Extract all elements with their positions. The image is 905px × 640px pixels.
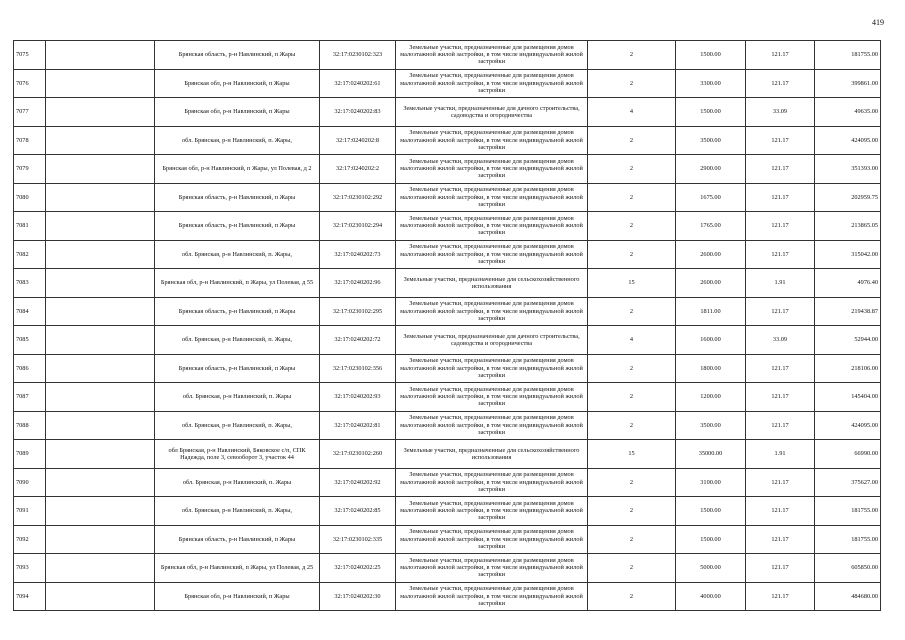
cell-cadastral-number: 32:17:0230102:294 — [320, 212, 396, 241]
cell-address: обл. Брянская, р-н Навлинский, п. Жары, — [155, 497, 320, 526]
cell-empty — [46, 440, 155, 469]
cell-specific-value: 121.17 — [746, 297, 815, 326]
table-row — [14, 297, 881, 326]
cell-record-number: 7094 — [14, 582, 46, 611]
cell-record-number: 7077 — [14, 98, 46, 127]
table-row — [14, 41, 881, 70]
cell-empty — [46, 554, 155, 583]
cell-area: 3500.00 — [676, 126, 746, 155]
cell-land-use: Земельные участки, предназначенные для размещения домов малоэтажной жилой застройки, в том числе индивидуальной жилой застройки — [396, 183, 588, 212]
cell-empty — [46, 41, 155, 70]
cell-empty — [46, 297, 155, 326]
cell-empty — [46, 98, 155, 127]
cell-land-use: Земельные участки, предназначенные для сельскохозяйственного использования — [396, 440, 588, 469]
cell-record-number: 7089 — [14, 440, 46, 469]
cell-land-use: Земельные участки, предназначенные для размещения домов малоэтажной жилой застройки, в том числе индивидуальной жилой застройки — [396, 554, 588, 583]
cell-empty — [46, 354, 155, 383]
table-row — [14, 440, 881, 469]
cell-record-number: 7082 — [14, 240, 46, 269]
cell-area: 1675.00 — [676, 183, 746, 212]
cell-group: 2 — [588, 525, 676, 554]
cell-record-number: 7086 — [14, 354, 46, 383]
table-row — [14, 183, 881, 212]
cell-record-number: 7079 — [14, 155, 46, 184]
cell-group: 2 — [588, 297, 676, 326]
cell-land-use: Земельные участки, предназначенные для размещения домов малоэтажной жилой застройки, в том числе индивидуальной жилой застройки — [396, 297, 588, 326]
cell-address: обл. Брянская, р-н Навлинский, п. Жары, — [155, 126, 320, 155]
cell-specific-value: 121.17 — [746, 212, 815, 241]
table-row — [14, 126, 881, 155]
cell-group: 2 — [588, 69, 676, 98]
cell-group: 15 — [588, 269, 676, 298]
cell-empty — [46, 383, 155, 412]
table-row — [14, 354, 881, 383]
cell-cadastral-number: 32:17:0240202:8 — [320, 126, 396, 155]
cell-record-number: 7076 — [14, 69, 46, 98]
cell-area: 2900.00 — [676, 155, 746, 184]
table-row — [14, 269, 881, 298]
cell-group: 2 — [588, 411, 676, 440]
cell-specific-value: 33.09 — [746, 98, 815, 127]
cell-cadastral-value: 219438.87 — [815, 297, 881, 326]
cell-area: 2600.00 — [676, 269, 746, 298]
cell-empty — [46, 411, 155, 440]
cell-address: Брянская область, р-н Навлинский, п Жары — [155, 212, 320, 241]
table-row — [14, 411, 881, 440]
cell-specific-value: 121.17 — [746, 525, 815, 554]
cell-cadastral-number: 32:17:0230102:323 — [320, 41, 396, 70]
cell-group: 2 — [588, 354, 676, 383]
cell-record-number: 7088 — [14, 411, 46, 440]
cell-group: 15 — [588, 440, 676, 469]
cell-empty — [46, 126, 155, 155]
cell-cadastral-value: 484680.00 — [815, 582, 881, 611]
table-row — [14, 240, 881, 269]
cell-land-use: Земельные участки, предназначенные для дачного строительства, садоводства и огородничества — [396, 98, 588, 127]
cell-record-number: 7081 — [14, 212, 46, 241]
land-plots-table — [13, 40, 881, 611]
cell-group: 2 — [588, 183, 676, 212]
cell-specific-value: 121.17 — [746, 354, 815, 383]
cell-specific-value: 121.17 — [746, 183, 815, 212]
cell-empty — [46, 269, 155, 298]
cell-address: Брянская обл, р-н Навлинский, п Жары — [155, 582, 320, 611]
cell-group: 2 — [588, 554, 676, 583]
cell-area: 4000.00 — [676, 582, 746, 611]
cell-area: 1200.00 — [676, 383, 746, 412]
cell-cadastral-number: 32:17:0230102:356 — [320, 354, 396, 383]
cell-land-use: Земельные участки, предназначенные для сельскохозяйственного использования — [396, 269, 588, 298]
cell-empty — [46, 69, 155, 98]
cell-area: 2600.00 — [676, 240, 746, 269]
cell-cadastral-number: 32:17:0240202:81 — [320, 411, 396, 440]
cell-group: 2 — [588, 582, 676, 611]
cell-group: 2 — [588, 383, 676, 412]
table-row — [14, 98, 881, 127]
cell-area: 35000.00 — [676, 440, 746, 469]
cell-address: обл. Брянская, р-н Навлинский, п. Жары — [155, 468, 320, 497]
table-row — [14, 212, 881, 241]
cell-group: 4 — [588, 326, 676, 355]
cell-land-use: Земельные участки, предназначенные для размещения домов малоэтажной жилой застройки, в том числе индивидуальной жилой застройки — [396, 383, 588, 412]
table-row — [14, 326, 881, 355]
cell-record-number: 7091 — [14, 497, 46, 526]
cell-address: обл. Брянская, р-н Навлинский, п. Жары, — [155, 240, 320, 269]
table-row — [14, 468, 881, 497]
cell-cadastral-value: 202959.75 — [815, 183, 881, 212]
table-row — [14, 497, 881, 526]
cell-cadastral-value: 66990.00 — [815, 440, 881, 469]
cell-record-number: 7083 — [14, 269, 46, 298]
cell-cadastral-number: 32:17:0240202:72 — [320, 326, 396, 355]
cell-land-use: Земельные участки, предназначенные для размещения домов малоэтажной жилой застройки, в том числе индивидуальной жилой застройки — [396, 582, 588, 611]
cell-cadastral-value: 375627.00 — [815, 468, 881, 497]
cell-address: обл. Брянская, р-н Навлинский, п. Жары, — [155, 326, 320, 355]
cell-cadastral-value: 315042.00 — [815, 240, 881, 269]
cell-specific-value: 121.17 — [746, 554, 815, 583]
cell-area: 1500.00 — [676, 98, 746, 127]
cell-cadastral-value: 399861.00 — [815, 69, 881, 98]
cell-cadastral-number: 32:17:0230102:335 — [320, 525, 396, 554]
cell-specific-value: 121.17 — [746, 411, 815, 440]
cell-land-use: Земельные участки, предназначенные для размещения домов малоэтажной жилой застройки, в том числе индивидуальной жилой застройки — [396, 212, 588, 241]
cell-record-number: 7085 — [14, 326, 46, 355]
cell-address: Брянская обл, р-н Навлинский, п Жары — [155, 98, 320, 127]
cell-group: 2 — [588, 497, 676, 526]
cell-land-use: Земельные участки, предназначенные для размещения домов малоэтажной жилой застройки, в том числе индивидуальной жилой застройки — [396, 525, 588, 554]
cell-empty — [46, 183, 155, 212]
cell-group: 2 — [588, 212, 676, 241]
cell-specific-value: 1.91 — [746, 269, 815, 298]
cell-land-use: Земельные участки, предназначенные для размещения домов малоэтажной жилой застройки, в том числе индивидуальной жилой застройки — [396, 354, 588, 383]
cell-specific-value: 121.17 — [746, 69, 815, 98]
cell-specific-value: 121.17 — [746, 383, 815, 412]
cell-record-number: 7092 — [14, 525, 46, 554]
cell-specific-value: 33.09 — [746, 326, 815, 355]
cell-address: Брянская обл, р-н Навлинский, п Жары, ул Полевая, д 2 — [155, 155, 320, 184]
cell-address: обл Брянская, р-н Навлинский, Бяковское с/п, СПК Надежда, поле 3, севооборот 3, участок 44 — [155, 440, 320, 469]
cell-area: 5000.00 — [676, 554, 746, 583]
cell-land-use: Земельные участки, предназначенные для размещения домов малоэтажной жилой застройки, в том числе индивидуальной жилой застройки — [396, 69, 588, 98]
cell-empty — [46, 525, 155, 554]
cell-empty — [46, 326, 155, 355]
cell-specific-value: 121.17 — [746, 41, 815, 70]
cell-record-number: 7093 — [14, 554, 46, 583]
cell-area: 1600.00 — [676, 326, 746, 355]
cell-cadastral-number: 32:17:0240202:73 — [320, 240, 396, 269]
cell-cadastral-value: 181755.00 — [815, 497, 881, 526]
cell-empty — [46, 582, 155, 611]
cell-specific-value: 121.17 — [746, 126, 815, 155]
table-row — [14, 69, 881, 98]
table-row — [14, 383, 881, 412]
cell-record-number: 7087 — [14, 383, 46, 412]
cell-record-number: 7078 — [14, 126, 46, 155]
cell-land-use: Земельные участки, предназначенные для размещения домов малоэтажной жилой застройки, в том числе индивидуальной жилой застройки — [396, 41, 588, 70]
cell-specific-value: 121.17 — [746, 497, 815, 526]
table-row — [14, 155, 881, 184]
cell-cadastral-value: 351393.00 — [815, 155, 881, 184]
cell-land-use: Земельные участки, предназначенные для дачного строительства, садоводства и огородничества — [396, 326, 588, 355]
cell-specific-value: 121.17 — [746, 155, 815, 184]
table-body — [14, 41, 881, 611]
table-row — [14, 525, 881, 554]
cell-cadastral-number: 32:17:0230102:295 — [320, 297, 396, 326]
cell-cadastral-value: 424095.00 — [815, 126, 881, 155]
cell-cadastral-value: 213865.05 — [815, 212, 881, 241]
cell-group: 2 — [588, 468, 676, 497]
cell-cadastral-value: 49635.00 — [815, 98, 881, 127]
cell-record-number: 7080 — [14, 183, 46, 212]
cell-record-number: 7090 — [14, 468, 46, 497]
cell-cadastral-number: 32:17:0240202:85 — [320, 497, 396, 526]
cell-cadastral-number: 32:17:0240202:25 — [320, 554, 396, 583]
cell-group: 2 — [588, 240, 676, 269]
cell-empty — [46, 468, 155, 497]
cell-land-use: Земельные участки, предназначенные для размещения домов малоэтажной жилой застройки, в том числе индивидуальной жилой застройки — [396, 497, 588, 526]
page-number: 419 — [872, 18, 884, 27]
cell-land-use: Земельные участки, предназначенные для размещения домов малоэтажной жилой застройки, в том числе индивидуальной жилой застройки — [396, 468, 588, 497]
cell-record-number: 7075 — [14, 41, 46, 70]
cell-cadastral-number: 32:17:0240202:83 — [320, 98, 396, 127]
cell-group: 2 — [588, 126, 676, 155]
cell-area: 1500.00 — [676, 525, 746, 554]
cell-empty — [46, 155, 155, 184]
cell-area: 1811.00 — [676, 297, 746, 326]
cell-group: 4 — [588, 98, 676, 127]
cell-area: 1800.00 — [676, 354, 746, 383]
cell-group: 2 — [588, 41, 676, 70]
cell-land-use: Земельные участки, предназначенные для размещения домов малоэтажной жилой застройки, в том числе индивидуальной жилой застройки — [396, 240, 588, 269]
cell-address: обл. Брянская, р-н Навлинский, п. Жары — [155, 383, 320, 412]
cell-specific-value: 1.91 — [746, 440, 815, 469]
cell-address: Брянская обл, р-н Навлинский, п Жары, ул Полевая, д 55 — [155, 269, 320, 298]
cell-specific-value: 121.17 — [746, 468, 815, 497]
cell-cadastral-number: 32:17:0240202:61 — [320, 69, 396, 98]
cell-empty — [46, 240, 155, 269]
cell-cadastral-number: 32:17:0240202:2 — [320, 155, 396, 184]
cell-cadastral-number: 32:17:0230102:260 — [320, 440, 396, 469]
cell-area: 3300.00 — [676, 69, 746, 98]
cell-address: Брянская обл, р-н Навлинский, п Жары — [155, 69, 320, 98]
cell-cadastral-number: 32:17:0230102:292 — [320, 183, 396, 212]
cell-land-use: Земельные участки, предназначенные для размещения домов малоэтажной жилой застройки, в том числе индивидуальной жилой застройки — [396, 126, 588, 155]
table-row — [14, 582, 881, 611]
cell-address: Брянская область, р-н Навлинский, п Жары — [155, 41, 320, 70]
cell-cadastral-number: 32:17:0240202:96 — [320, 269, 396, 298]
cell-address: Брянская область, р-н Навлинский, п Жары — [155, 354, 320, 383]
cell-area: 3100.00 — [676, 468, 746, 497]
cell-cadastral-value: 52944.00 — [815, 326, 881, 355]
cell-empty — [46, 212, 155, 241]
cell-cadastral-value: 4976.40 — [815, 269, 881, 298]
cell-address: Брянская область, р-н Навлинский, п Жары — [155, 525, 320, 554]
cell-cadastral-value: 218106.00 — [815, 354, 881, 383]
cell-record-number: 7084 — [14, 297, 46, 326]
cell-specific-value: 121.17 — [746, 240, 815, 269]
cell-cadastral-value: 424095.00 — [815, 411, 881, 440]
cell-group: 2 — [588, 155, 676, 184]
cell-area: 3500.00 — [676, 411, 746, 440]
cell-area: 1500.00 — [676, 497, 746, 526]
cell-cadastral-value: 605850.00 — [815, 554, 881, 583]
cell-address: обл. Брянская, р-н Навлинский, п. Жары, — [155, 411, 320, 440]
cell-cadastral-value: 181755.00 — [815, 41, 881, 70]
cell-area: 1765.00 — [676, 212, 746, 241]
cell-cadastral-number: 32:17:0240202:30 — [320, 582, 396, 611]
table-row — [14, 554, 881, 583]
cell-area: 1500.00 — [676, 41, 746, 70]
cell-specific-value: 121.17 — [746, 582, 815, 611]
cell-address: Брянская область, р-н Навлинский, п Жары — [155, 183, 320, 212]
cell-cadastral-number: 32:17:0240202:92 — [320, 468, 396, 497]
cell-land-use: Земельные участки, предназначенные для размещения домов малоэтажной жилой застройки, в том числе индивидуальной жилой застройки — [396, 411, 588, 440]
cell-cadastral-value: 181755.00 — [815, 525, 881, 554]
cell-empty — [46, 497, 155, 526]
cell-address: Брянская область, р-н Навлинский, п Жары — [155, 297, 320, 326]
cell-address: Брянская обл, р-н Навлинский, п Жары, ул Полевая, д 25 — [155, 554, 320, 583]
cell-cadastral-value: 145404.00 — [815, 383, 881, 412]
cell-land-use: Земельные участки, предназначенные для размещения домов малоэтажной жилой застройки, в том числе индивидуальной жилой застройки — [396, 155, 588, 184]
cell-cadastral-number: 32:17:0240202:93 — [320, 383, 396, 412]
